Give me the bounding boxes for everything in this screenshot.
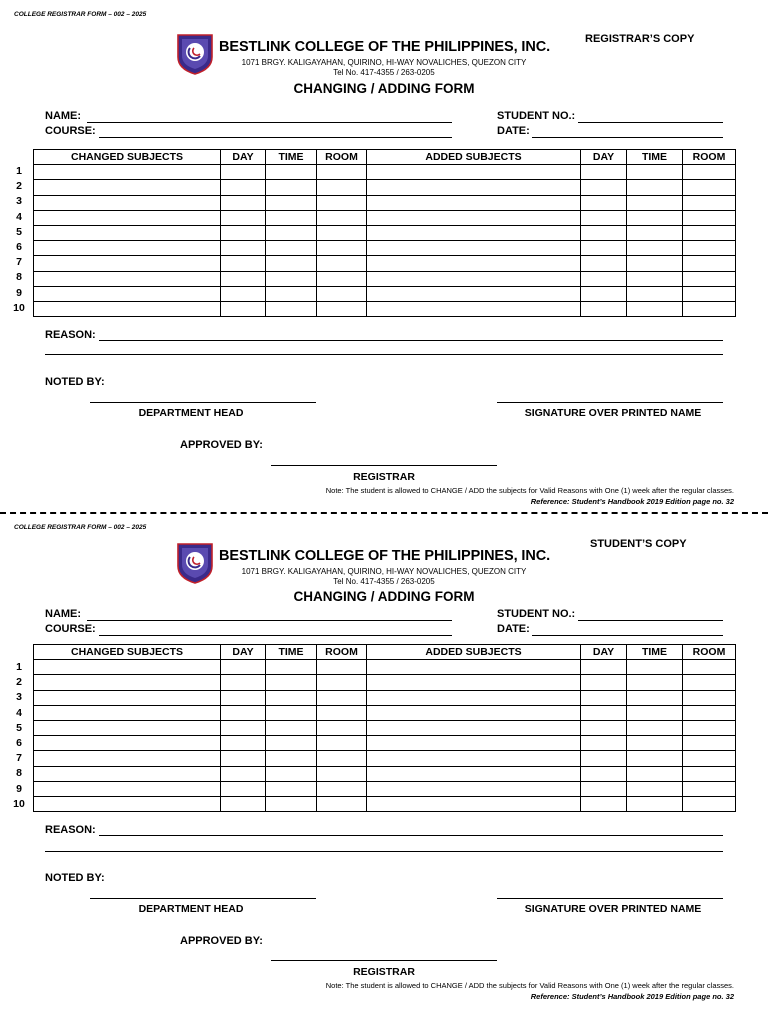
row-number: 1	[16, 165, 22, 177]
row-number: 10	[13, 797, 25, 810]
row-number: 2	[16, 180, 22, 193]
student-no-label: STUDENT NO.:	[497, 110, 576, 122]
table-cell[interactable]	[683, 796, 736, 811]
column-header: DAY	[581, 645, 627, 660]
table-row	[34, 180, 736, 195]
table-header-row	[34, 150, 736, 165]
table-cell[interactable]	[581, 796, 627, 811]
table-cell[interactable]	[627, 180, 683, 195]
date-field[interactable]	[532, 635, 723, 636]
table-cell[interactable]	[34, 210, 221, 225]
table-cell[interactable]	[34, 165, 221, 180]
table-cell[interactable]	[627, 286, 683, 301]
course-field[interactable]	[99, 137, 452, 138]
table-cell[interactable]	[627, 796, 683, 811]
college-name: BESTLINK COLLEGE OF THE PHILIPPINES, INC.	[219, 39, 551, 55]
table-cell[interactable]	[683, 781, 736, 796]
reason-field-line-1[interactable]	[99, 340, 723, 341]
reason-field-line-2[interactable]	[45, 354, 723, 355]
table-cell[interactable]	[221, 210, 266, 225]
table-cell[interactable]	[34, 751, 221, 766]
table-cell[interactable]	[221, 705, 266, 720]
row-number: 7	[16, 752, 22, 765]
copy-label: REGISTRAR’S COPY	[585, 33, 695, 45]
course-field[interactable]	[99, 635, 452, 636]
column-header: TIME	[266, 645, 317, 660]
table-cell[interactable]	[367, 271, 581, 286]
table-cell[interactable]	[683, 705, 736, 720]
table-cell[interactable]	[221, 195, 266, 210]
row-numbers	[9, 164, 29, 316]
column-header: ROOM	[317, 645, 367, 660]
table-cell[interactable]	[627, 256, 683, 271]
note-text: Note: The student is allowed to CHANGE / ADD the subjects for Valid Reasons with One (1) week after the regular classes.	[325, 486, 734, 495]
registrar-label: REGISTRAR	[353, 471, 415, 483]
table-cell[interactable]	[581, 286, 627, 301]
note-text: Note: The student is allowed to CHANGE / ADD the subjects for Valid Reasons with One (1) week after the regular classes.	[325, 981, 734, 990]
table-cell[interactable]	[317, 660, 367, 675]
registrar-label: REGISTRAR	[353, 966, 415, 978]
table-cell[interactable]	[581, 751, 627, 766]
table-cell[interactable]	[266, 781, 317, 796]
table-cell[interactable]	[581, 225, 627, 240]
table-cell[interactable]	[317, 301, 367, 316]
table-row	[34, 751, 736, 766]
table-cell[interactable]	[221, 286, 266, 301]
table-cell[interactable]	[221, 165, 266, 180]
table-cell[interactable]	[367, 301, 581, 316]
table-cell[interactable]	[683, 180, 736, 195]
table-cell[interactable]	[627, 271, 683, 286]
table-cell[interactable]	[581, 301, 627, 316]
column-header: TIME	[627, 645, 683, 660]
table-row	[34, 225, 736, 240]
table-cell[interactable]	[627, 210, 683, 225]
column-header: CHANGED SUBJECTS	[34, 645, 221, 660]
name-field[interactable]	[87, 122, 452, 123]
table-cell[interactable]	[266, 165, 317, 180]
table-cell[interactable]	[317, 720, 367, 735]
table-cell[interactable]	[367, 781, 581, 796]
column-header: DAY	[221, 150, 266, 165]
student-no-label: STUDENT NO.:	[497, 608, 576, 620]
name-label: NAME:	[45, 608, 82, 620]
approved-by-label: APPROVED BY:	[180, 935, 263, 947]
table-cell[interactable]	[221, 225, 266, 240]
row-number: 1	[16, 661, 22, 673]
table-cell[interactable]	[34, 720, 221, 735]
table-cell[interactable]	[221, 241, 266, 256]
form-code: COLLEGE REGISTRAR FORM – 002 – 2025	[14, 11, 147, 18]
department-head-label: DEPARTMENT HEAD	[138, 407, 244, 419]
table-cell[interactable]	[683, 736, 736, 751]
table-cell[interactable]	[317, 241, 367, 256]
row-number: 9	[16, 782, 22, 795]
student-no-field[interactable]	[578, 620, 723, 621]
table-cell[interactable]	[683, 660, 736, 675]
table-cell[interactable]	[367, 165, 581, 180]
table-row	[34, 195, 736, 210]
table-cell[interactable]	[367, 705, 581, 720]
table-cell[interactable]	[266, 256, 317, 271]
table-cell[interactable]	[266, 690, 317, 705]
date-label: DATE:	[497, 623, 530, 635]
table-cell[interactable]	[367, 195, 581, 210]
row-number: 8	[16, 767, 22, 780]
table-row	[34, 736, 736, 751]
table-cell[interactable]	[34, 256, 221, 271]
table-cell[interactable]	[317, 751, 367, 766]
table-cell[interactable]	[221, 256, 266, 271]
signature-label: SIGNATURE OVER PRINTED NAME	[524, 407, 702, 419]
table-cell[interactable]	[367, 286, 581, 301]
table-cell[interactable]	[221, 301, 266, 316]
table-cell[interactable]	[317, 256, 367, 271]
table-cell[interactable]	[581, 690, 627, 705]
table-cell[interactable]	[221, 720, 266, 735]
row-number: 6	[16, 736, 22, 749]
table-cell[interactable]	[683, 675, 736, 690]
table-cell[interactable]	[627, 751, 683, 766]
table-cell[interactable]	[627, 165, 683, 180]
table-cell[interactable]	[367, 751, 581, 766]
table-cell[interactable]	[627, 690, 683, 705]
student-copy-section	[0, 518, 768, 1024]
table-cell[interactable]	[266, 225, 317, 240]
table-cell[interactable]	[367, 210, 581, 225]
table-cell[interactable]	[266, 210, 317, 225]
table-cell[interactable]	[683, 766, 736, 781]
table-cell[interactable]	[627, 766, 683, 781]
table-row	[34, 271, 736, 286]
table-cell[interactable]	[266, 751, 317, 766]
table-cell[interactable]	[317, 165, 367, 180]
noted-by-label: NOTED BY:	[45, 872, 105, 884]
table-cell[interactable]	[317, 705, 367, 720]
table-cell[interactable]	[367, 796, 581, 811]
table-cell[interactable]	[581, 660, 627, 675]
table-cell[interactable]	[266, 705, 317, 720]
college-name: BESTLINK COLLEGE OF THE PHILIPPINES, INC.	[219, 548, 551, 564]
table-row	[34, 690, 736, 705]
department-head-signature-line[interactable]	[90, 898, 316, 899]
reference-text: Reference: Student’s Handbook 2019 Edition page no. 32	[530, 497, 734, 506]
table-cell[interactable]	[367, 660, 581, 675]
table-cell[interactable]	[627, 241, 683, 256]
table-cell[interactable]	[34, 660, 221, 675]
subjects-table	[33, 149, 736, 317]
table-row	[34, 796, 736, 811]
table-cell[interactable]	[34, 195, 221, 210]
table-row	[34, 720, 736, 735]
table-cell[interactable]	[266, 675, 317, 690]
date-label: DATE:	[497, 125, 530, 137]
table-row	[34, 301, 736, 316]
table-cell[interactable]	[317, 675, 367, 690]
table-cell[interactable]	[317, 690, 367, 705]
column-header: ROOM	[683, 150, 736, 165]
approved-by-label: APPROVED BY:	[180, 439, 263, 451]
table-cell[interactable]	[683, 271, 736, 286]
course-label: COURSE:	[45, 623, 96, 635]
table-header-row	[34, 645, 736, 660]
college-address: 1071 BRGY. KALIGAYAHAN, QUIRINO, HI-WAY NOVALICHES, QUEZON CITY	[241, 58, 527, 67]
table-cell[interactable]	[581, 241, 627, 256]
table-cell[interactable]	[367, 675, 581, 690]
table-cell[interactable]	[367, 256, 581, 271]
table-cell[interactable]	[581, 256, 627, 271]
table-cell[interactable]	[34, 241, 221, 256]
table-cell[interactable]	[317, 736, 367, 751]
column-header: ADDED SUBJECTS	[367, 150, 581, 165]
table-cell[interactable]	[34, 796, 221, 811]
reason-label: REASON:	[45, 329, 96, 341]
reference-text: Reference: Student’s Handbook 2019 Edition page no. 32	[530, 992, 734, 1001]
noted-by-label: NOTED BY:	[45, 376, 105, 388]
table-cell[interactable]	[266, 720, 317, 735]
row-number: 2	[16, 676, 22, 689]
table-cell[interactable]	[34, 271, 221, 286]
row-number: 5	[16, 721, 22, 734]
table-cell[interactable]	[627, 720, 683, 735]
table-cell[interactable]	[317, 796, 367, 811]
table-row	[34, 256, 736, 271]
table-cell[interactable]	[34, 766, 221, 781]
table-cell[interactable]	[221, 660, 266, 675]
column-header: ADDED SUBJECTS	[367, 645, 581, 660]
table-cell[interactable]	[367, 180, 581, 195]
table-cell[interactable]	[683, 690, 736, 705]
table-cell[interactable]	[367, 766, 581, 781]
table-cell[interactable]	[266, 796, 317, 811]
row-numbers	[9, 660, 29, 812]
table-cell[interactable]	[34, 225, 221, 240]
student-no-field[interactable]	[578, 122, 723, 123]
table-row	[34, 660, 736, 675]
student-signature-line[interactable]	[497, 402, 723, 403]
table-cell[interactable]	[627, 675, 683, 690]
table-cell[interactable]	[317, 271, 367, 286]
date-field[interactable]	[532, 137, 723, 138]
table-cell[interactable]	[317, 286, 367, 301]
table-cell[interactable]	[266, 736, 317, 751]
reason-label: REASON:	[45, 824, 96, 836]
registrar-signature-line[interactable]	[271, 465, 497, 466]
column-header: TIME	[266, 150, 317, 165]
table-cell[interactable]	[34, 675, 221, 690]
table-cell[interactable]	[34, 736, 221, 751]
table-row	[34, 705, 736, 720]
table-cell[interactable]	[581, 180, 627, 195]
table-cell[interactable]	[683, 195, 736, 210]
table-cell[interactable]	[266, 301, 317, 316]
table-cell[interactable]	[34, 690, 221, 705]
row-number: 6	[16, 240, 22, 253]
table-cell[interactable]	[34, 180, 221, 195]
form-title: CHANGING / ADDING FORM	[293, 589, 475, 604]
column-header: ROOM	[683, 645, 736, 660]
table-cell[interactable]	[683, 256, 736, 271]
college-tel: Tel No. 417-4355 / 263-0205	[333, 577, 435, 586]
column-header: DAY	[221, 645, 266, 660]
table-row	[34, 766, 736, 781]
table-cell[interactable]	[581, 720, 627, 735]
copy-label: STUDENT’S COPY	[590, 538, 687, 550]
table-cell[interactable]	[581, 736, 627, 751]
row-number: 10	[13, 301, 25, 314]
table-cell[interactable]	[367, 736, 581, 751]
table-cell[interactable]	[581, 165, 627, 180]
row-number: 3	[16, 691, 22, 704]
table-cell[interactable]	[627, 225, 683, 240]
table-cell[interactable]	[221, 766, 266, 781]
table-row	[34, 165, 736, 180]
table-cell[interactable]	[266, 286, 317, 301]
row-number: 8	[16, 271, 22, 284]
table-cell[interactable]	[627, 736, 683, 751]
student-signature-line[interactable]	[497, 898, 723, 899]
table-cell[interactable]	[34, 705, 221, 720]
table-cell[interactable]	[581, 705, 627, 720]
column-header: ROOM	[317, 150, 367, 165]
table-cell[interactable]	[683, 751, 736, 766]
table-cell[interactable]	[581, 781, 627, 796]
table-cell[interactable]	[627, 781, 683, 796]
table-cell[interactable]	[266, 766, 317, 781]
table-cell[interactable]	[221, 675, 266, 690]
table-cell[interactable]	[221, 781, 266, 796]
table-cell[interactable]	[34, 286, 221, 301]
signature-label: SIGNATURE OVER PRINTED NAME	[524, 903, 702, 915]
column-header: DAY	[581, 150, 627, 165]
table-cell[interactable]	[221, 751, 266, 766]
table-cell[interactable]	[581, 675, 627, 690]
table-cell[interactable]	[317, 180, 367, 195]
table-row	[34, 210, 736, 225]
table-cell[interactable]	[266, 660, 317, 675]
table-cell[interactable]	[221, 690, 266, 705]
cut-line	[0, 512, 768, 514]
reason-field-line-2[interactable]	[45, 851, 723, 852]
table-row	[34, 286, 736, 301]
table-cell[interactable]	[581, 271, 627, 286]
row-number: 5	[16, 225, 22, 238]
table-cell[interactable]	[683, 720, 736, 735]
table-cell[interactable]	[34, 781, 221, 796]
form-code: COLLEGE REGISTRAR FORM – 002 – 2025	[14, 524, 147, 531]
table-cell[interactable]	[683, 165, 736, 180]
table-cell[interactable]	[266, 180, 317, 195]
college-tel: Tel No. 417-4355 / 263-0205	[333, 68, 435, 77]
table-cell[interactable]	[581, 210, 627, 225]
column-header: TIME	[627, 150, 683, 165]
table-cell[interactable]	[627, 705, 683, 720]
table-cell[interactable]	[266, 195, 317, 210]
table-row	[34, 781, 736, 796]
table-cell[interactable]	[367, 225, 581, 240]
row-number: 7	[16, 256, 22, 269]
table-cell[interactable]	[367, 690, 581, 705]
table-cell[interactable]	[627, 660, 683, 675]
table-cell[interactable]	[627, 195, 683, 210]
department-head-signature-line[interactable]	[90, 402, 316, 403]
table-cell[interactable]	[221, 796, 266, 811]
row-number: 4	[16, 210, 22, 223]
table-cell[interactable]	[683, 286, 736, 301]
table-cell[interactable]	[317, 195, 367, 210]
table-row	[34, 675, 736, 690]
table-cell[interactable]	[581, 766, 627, 781]
table-cell[interactable]	[317, 781, 367, 796]
table-cell[interactable]	[221, 271, 266, 286]
table-cell[interactable]	[221, 180, 266, 195]
table-cell[interactable]	[581, 195, 627, 210]
form-title: CHANGING / ADDING FORM	[293, 81, 475, 96]
name-label: NAME:	[45, 110, 82, 122]
table-cell[interactable]	[317, 766, 367, 781]
table-cell[interactable]	[317, 225, 367, 240]
registrar-signature-line[interactable]	[271, 960, 497, 961]
table-cell[interactable]	[266, 241, 317, 256]
table-body	[34, 165, 736, 317]
table-cell[interactable]	[317, 210, 367, 225]
subjects-table	[33, 644, 736, 812]
department-head-label: DEPARTMENT HEAD	[138, 903, 244, 915]
table-cell[interactable]	[367, 720, 581, 735]
table-row	[34, 241, 736, 256]
table-cell[interactable]	[683, 301, 736, 316]
column-header: CHANGED SUBJECTS	[34, 150, 221, 165]
table-cell[interactable]	[266, 271, 317, 286]
table-cell[interactable]	[221, 736, 266, 751]
college-address: 1071 BRGY. KALIGAYAHAN, QUIRINO, HI-WAY NOVALICHES, QUEZON CITY	[241, 567, 527, 576]
table-cell[interactable]	[683, 241, 736, 256]
row-number: 4	[16, 706, 22, 719]
table-cell[interactable]	[34, 301, 221, 316]
table-cell[interactable]	[627, 301, 683, 316]
row-number: 9	[16, 286, 22, 299]
table-body	[34, 660, 736, 812]
table-cell[interactable]	[683, 225, 736, 240]
course-label: COURSE:	[45, 125, 96, 137]
reason-field-line-1[interactable]	[99, 835, 723, 836]
table-cell[interactable]	[367, 241, 581, 256]
row-number: 3	[16, 195, 22, 208]
table-cell[interactable]	[683, 210, 736, 225]
name-field[interactable]	[87, 620, 452, 621]
